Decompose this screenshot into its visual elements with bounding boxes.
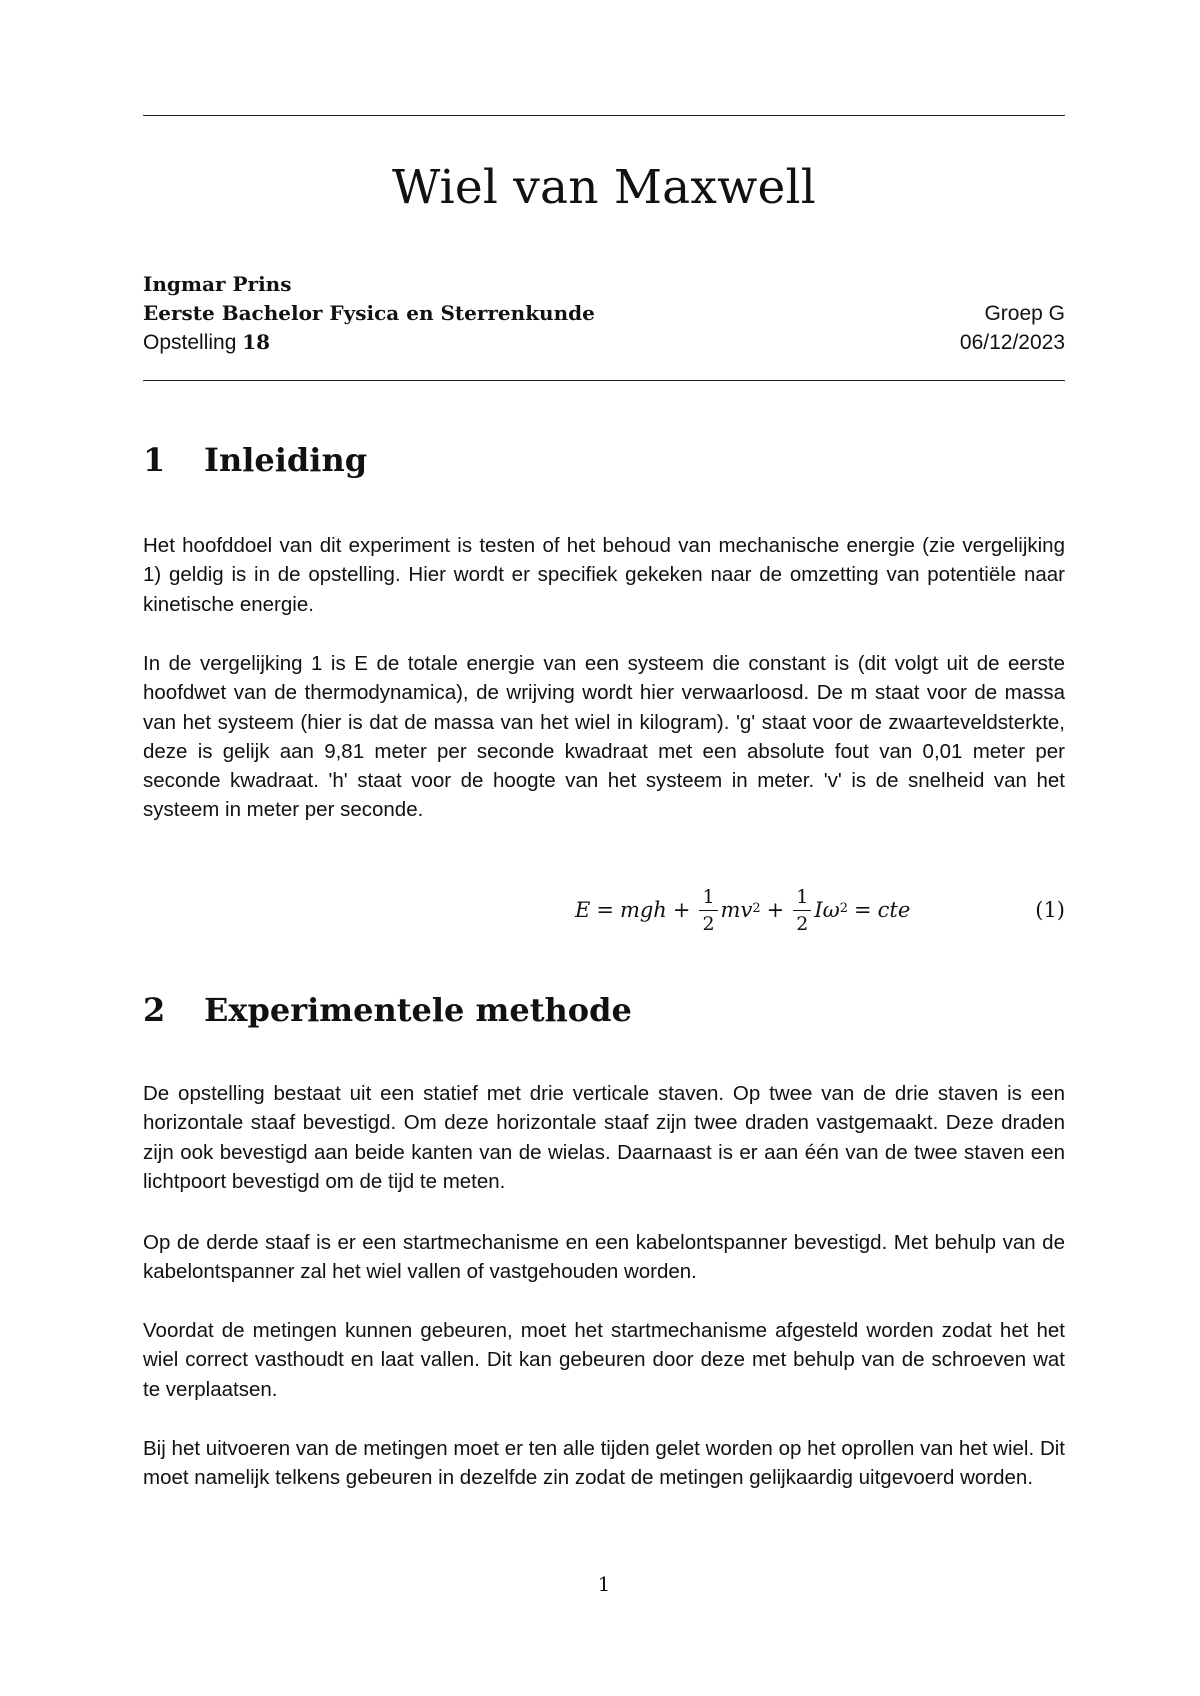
section-number: 1 <box>143 441 166 479</box>
equation-operator: + <box>672 898 691 922</box>
document-title: Wiel van Maxwell <box>391 160 817 215</box>
paragraph: De opstelling bestaat uit een statief met drie verticale staven. Op twee van de drie staven is een horizontale staaf bevestigd. Om deze horizontale staaf zijn twee draden vastgemaakt. Deze draden zijn ook bevestigd aan beide kanten van de wielas. Daarnaast is er aan één van de twee staven een lichtpoort bevestigd om de tijd te meten. <box>143 1082 1065 1193</box>
fraction-numerator: 1 <box>699 886 717 911</box>
paragraph: Op de derde staaf is er een startmechanisme en een kabelontspanner bevestigd. Met behulp van de kabelontspanner zal het wiel vallen of vastgehouden worden. <box>143 1231 1065 1284</box>
section-title: Inleiding <box>204 441 368 479</box>
bottom-rule <box>143 380 1065 381</box>
equation-exponent: 2 <box>752 900 761 916</box>
equation-operator: = <box>854 898 872 922</box>
equation-operator: + <box>766 898 785 922</box>
equation-term: mgh <box>619 898 667 922</box>
paragraph: Bij het uitvoeren van de metingen moet er ten alle tijden gelet worden op het oprollen van het wiel. Dit moet namelijk telkens gebeuren in dezelfde zin zodat de metingen gelijkaardig uitgevoerd worden. <box>143 1437 1065 1490</box>
energy-equation <box>575 875 910 945</box>
section-number: 2 <box>143 991 166 1029</box>
fraction-numerator: 1 <box>793 886 811 911</box>
fraction-denominator: 2 <box>796 912 809 935</box>
section-heading-experimentele-methode <box>143 991 632 1029</box>
section-heading-inleiding <box>143 441 367 479</box>
title-block <box>143 270 1065 357</box>
author-name: Ingmar Prins <box>143 272 292 296</box>
equation-term: mv <box>720 898 753 922</box>
program-name: Eerste Bachelor Fysica en Sterrenkunde <box>143 301 595 325</box>
setup-label: Opstelling <box>143 331 237 354</box>
fraction-half <box>699 886 717 935</box>
fraction-denominator: 2 <box>702 912 715 935</box>
equation-number: (1) <box>1035 898 1065 922</box>
group-label: Groep G <box>984 302 1065 325</box>
equation-symbol: E <box>575 898 591 922</box>
equation-term: cte <box>877 898 911 922</box>
report-date: 06/12/2023 <box>959 331 1065 354</box>
paragraph: In de vergelijking 1 is E de totale energie van een systeem die constant is (dit volgt uit de eerste hoofdwet van de thermodynamica), de wrijving wordt hier verwaarloosd. De m staat voor de massa van het systeem (hier is dat de massa van het wiel in kilogram). 'g' staat voor de zwaarteveldsterkte, deze is gelijk aan 9,81 meter per seconde kwadraat met een absolute fout van 0,01 meter per seconde kwadraat. 'h' staat voor de hoogte van het systeem in meter. 'v' is de snelheid van het systeem in meter per seconde. <box>143 652 1065 822</box>
equation-block <box>143 875 1065 945</box>
equation-term: Iω <box>814 898 840 922</box>
section-title: Experimentele methode <box>204 991 632 1029</box>
page-number: 1 <box>597 1572 611 1596</box>
fraction-half <box>793 886 811 935</box>
setup-number: 18 <box>242 330 271 354</box>
setup-info <box>143 328 270 357</box>
equation-operator: = <box>596 898 614 922</box>
equation-exponent: 2 <box>839 900 849 916</box>
top-rule <box>143 115 1065 116</box>
paragraph: Het hoofddoel van dit experiment is testen of het behoud van mechanische energie (zie vergelijking 1) geldig is in de opstelling. Hier wordt er specifiek gekeken naar de omzetting van potentiële naar kinetische energie. <box>143 534 1065 616</box>
paragraph: Voordat de metingen kunnen gebeuren, moet het startmechanisme afgesteld worden zodat het het wiel correct vasthoudt en laat vallen. Dit kan gebeuren door deze met behulp van de schroeven wat te verplaatsen. <box>143 1319 1065 1401</box>
